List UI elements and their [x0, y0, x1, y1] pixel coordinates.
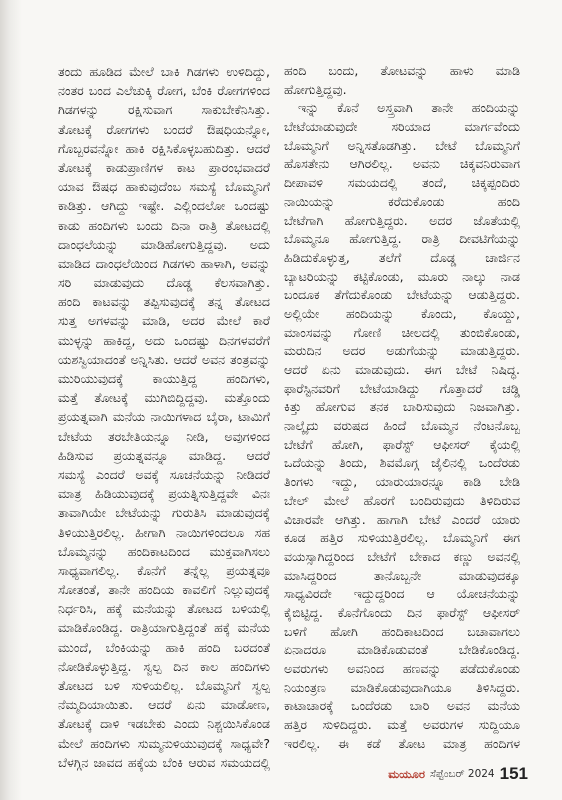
text-line: ಮುಂದೆ, ಬೆಂಕಿಯನ್ನು ಹಾಕಿ ಹಂದಿ ಬರದಂತೆ — [58, 639, 270, 655]
text-line: ಹತ್ತಿರ ಸುಳಿದಿದ್ದರು. ಮತ್ತೆ ಅವರುಗಳ ಸುದ್ದಿಯೂ — [284, 717, 520, 733]
text-line: ಸೋತಂತೆ, ತಾನೇ ಹಂದಿಯ ಕಾವಲಿಗೆ ನಿಲ್ಲುವುದಕ್ಕೆ — [58, 582, 270, 598]
text-line: ಮಾಂಸವನ್ನು ಗೋಣಿ ಚೀಲದಲ್ಲಿ ತುಂಬಿಕೊಂಡು, — [284, 324, 520, 340]
text-line: ಹಿಡಿದುಕೊಳ್ಳುತ್ತ, ತಲೆಗೆ ದೊಡ್ಡ ಚಾರ್ಜಿನ — [284, 249, 520, 265]
text-line: ನಿರ್ಧರಿಸಿ, ಹಕ್ಕೆ ಮನೆಯನ್ನು ತೋಟದ ಬಳಿಯಲ್ಲಿ — [58, 601, 270, 617]
text-line: ಬಂದೂಕ ತೆಗೆದುಕೊಂಡು ಬೇಟೆಯನ್ನು ಆಡುತ್ತಿದ್ದರು. — [284, 287, 520, 303]
text-line: ನೋಡಿಕೊಳ್ಳುತ್ತಿದ್ದ. ಸ್ವಲ್ಪ ದಿನ ಕಾಲ ಹಂದಿಗಳು — [58, 658, 270, 674]
text-line: ಸರಿ ಮಾಡುವುದು ದೊಡ್ಡ ಕೆಲಸವಾಗಿತ್ತು. — [58, 275, 270, 291]
left-text-column — [58, 62, 270, 772]
text-line: ಬೇಟೆಗೆ ಹೋಗಿ, ಫಾರೆಸ್ಟ್ ಆಫೀಸರ್ ಕೈಯಲ್ಲಿ — [284, 436, 520, 452]
text-line: ತಾವಾಗಿಯೇ ಬೇಟೆಯನ್ನು ಗುರುತಿಸಿ ಮಾಡುವುದಕ್ಕೆ — [58, 505, 270, 521]
text-line: ಬೇಟೆಯ ತರಬೇತಿಯನ್ನೂ ನೀಡಿ, ಅವುಗಳಿಂದ — [58, 428, 270, 444]
text-line: ಯಶಸ್ವಿಯಾದಂತೆ ಅನ್ನಿಸಿತು. ಆದರೆ ಅವನ ತಂತ್ರವನ್ನು — [58, 351, 270, 367]
text-line: ಮೇಲೆ ಹಂದಿಗಳು ಸುಮ್ಮನುಳಿಯುವುದಕ್ಕೆ ಸಾಧ್ಯವೇ? — [58, 735, 270, 751]
text-line: ತೋಟಕ್ಕೆ ರೋಗಗಳು ಬಂದರೆ ಔಷಧಿಯನ್ನೋ, — [58, 121, 270, 137]
text-line: ತೋಟಕ್ಕೆ ಕಾಡುಪ್ರಾಣಿಗಳ ಕಾಟ ಪ್ರಾರಂಭವಾದರೆ — [58, 159, 270, 175]
text-line: ಸಮಸ್ಯೆ ಎಂದರೆ ಅವಕ್ಕೆ ಸೂಚನೆಯನ್ನು ನೀಡಿದರೆ — [58, 466, 270, 482]
text-line: ಮುಳ್ಳನ್ನು ಹಾಕಿದ್ದ, ಅದು ಒಂದಷ್ಟು ದಿನಗಳವರೆಗೆ — [58, 332, 270, 348]
text-line: ಮಾಡಿದ ದಾಂಧಲೆಯಿಂದ ಗಿಡಗಳು ಹಾಳಾಗಿ, ಅವನ್ನು — [58, 255, 270, 271]
right-text-column — [284, 62, 520, 753]
text-line: ತಂದು ಹೂಡಿದ ಮೇಲೆ ಬಾಕಿ ಗಿಡಗಳು ಉಳಿದಿದ್ದು, — [58, 64, 270, 79]
text-line: ಇನ್ನು ಕೊನೆ ಅಸ್ತ್ರವಾಗಿ ತಾನೇ ಹಂದಿಯನ್ನು — [298, 100, 520, 116]
text-line: ಗೊಬ್ಬರವನ್ನೋ ಹಾಕಿ ರಕ್ಷಿಸಿಕೊಳ್ಳಬಹುದಿತ್ತು. ಆದರೆ — [58, 140, 270, 156]
text-line: ಹೊಸತೇನು ಆಗಿರಲಿಲ್ಲ. ಅವನು ಚಿಕ್ಕವನಿರುವಾಗ — [284, 156, 520, 172]
text-line: ಇರಲಿಲ್ಲ. ಈ ಕಡೆ ತೋಟ ಮಾತ್ರ ಹಂದಿಗಳ — [284, 735, 520, 751]
text-line: ಸಾಧ್ಯವಿರದೇ ಇದ್ದುದ್ದರಿಂದ ಆ ಯೋಚನೆಯನ್ನು — [284, 586, 520, 602]
text-line: ಬ್ಯಾಟರಿಯನ್ನು ಕಟ್ಟಿಕೊಂಡು, ಮೂರು ನಾಲ್ಕು ನಾಡ — [284, 268, 520, 284]
text-line: ಪ್ರಯತ್ನವಾಗಿ ಮನೆಯ ನಾಯಿಗಳಾದ ಬೈರಾ, ಟಾಮಿಗೆ — [58, 409, 270, 425]
text-line: ಅವರುಗಳು ಅವನಿಂದ ಹಣವನ್ನು ಪಡೆದುಕೊಂಡು — [284, 661, 520, 676]
text-line: ತೋಟದ ಬಳಿ ಸುಳಿಯಲಿಲ್ಲ. ಬೊಮ್ಮನಿಗೆ ಸ್ವಲ್ಪ — [58, 678, 270, 693]
text-line: ಕೂಡ ಹತ್ತಿರ ಸುಳಿಯುತ್ತಿರಲಿಲ್ಲ. ಬೊಮ್ಮನಿಗೆ ಈಗ — [284, 530, 520, 546]
issue-date: ಸೆಪ್ಟೆಂಬರ್ 2024 — [429, 767, 495, 780]
text-line: ಮಾಡಿಕೊಂಡಿದ್ದ. ರಾತ್ರಿಯಾಗುತ್ತಿದ್ದಂತೆ ಹಕ್ಕೆ ಮನೆಯ — [58, 620, 270, 636]
text-line: ಕಾಡಿತ್ತು. ಆಗಿದ್ದು ಇಷ್ಟೇ. ಎಲ್ಲಿಂದಲೋ ಒಂದಷ್ಟು — [58, 198, 270, 214]
text-line: ಬಳಿಗೆ ಹೋಗಿ ಹಂದಿಕಾಟದಿಂದ ಬಚಾವಾಗಲು — [284, 623, 520, 639]
text-line: ಒದೆಯನ್ನು ತಿಂದು, ಶಿವಮೊಗ್ಗ ಜೈಲಿನಲ್ಲಿ ಒಂದೆರಡು — [284, 455, 520, 471]
text-line: ಕಿತ್ತು ಹೋಗುವ ತನಕ ಬಾರಿಸುವುದು ನಿಜವಾಗಿತ್ತು. — [284, 399, 520, 415]
text-line: ಸುತ್ತ ಅಗಳವನ್ನು ಮಾಡಿ, ಅದರ ಮೇಲೆ ಕಾರೆ — [58, 313, 270, 329]
text-line: ವಯಸ್ಸಾಗಿದ್ದರಿಂದ ಬೇಟೆಗೆ ಬೇಕಾದ ಕಣ್ಣು ಅವನಲ್ಲಿ — [284, 548, 520, 564]
text-line: ಬೊಮ್ಮನಿಗೆ ಅನ್ನಿಸತೊಡಗಿತ್ತು. ಬೇಟೆ ಬೊಮ್ಮನಿಗೆ — [284, 137, 520, 153]
text-line: ಹಂದಿ ಬಂದು, ತೋಟವನ್ನು ಹಾಳು ಮಾಡಿ — [284, 63, 520, 78]
text-line: ಬೇಟೆಯಾಡುವುದೇ ಸರಿಯಾದ ಮಾರ್ಗವೆಂದು — [284, 119, 520, 135]
text-line: ವಿಚಾರವೇ ಆಗಿತ್ತು. ಹಾಗಾಗಿ ಬೇಟೆ ಎಂದರೆ ಯಾರು — [284, 511, 520, 527]
text-line: ಹೋಗುತ್ತಿದ್ದವು. — [284, 81, 347, 97]
text-line: ತಿಳಿಯುತ್ತಿರಲಿಲ್ಲ. ಹೀಗಾಗಿ ನಾಯಿಗಳಿಂದಲೂ ಸಹ — [58, 524, 270, 540]
text-line: ಹಿಡಿಸುವ ಪ್ರಯತ್ನವನ್ನೂ ಮಾಡಿದ್ದ. ಆದರೆ — [58, 447, 270, 463]
text-line: ನಾಲ್ಕೈದು ವರುಷದ ಹಿಂದೆ ಬೊಮ್ಮನ ನೆಂಟನೊಬ್ಬ — [284, 418, 520, 434]
text-line: ಬೆಳಗ್ಗಿನ ಜಾವದ ಹಕ್ಕೆಯ ಬೆಂಕಿ ಆರುವ ಸಮಯದಲ್ಲಿ — [58, 754, 270, 770]
text-line: ಕೈಬಿಟ್ಟಿದ್ದ. ಕೊನೆಗೊಂದು ದಿನ ಫಾರೆಸ್ಟ್ ಆಫೀಸರ್ — [284, 604, 520, 620]
text-line: ನಾಯಿಯನ್ನು ಕರೆದುಕೊಂಡು ಹಂದಿ — [284, 193, 520, 209]
text-line: ಮುರಿಯುವುದಕ್ಕೆ ಕಾಯುತ್ತಿದ್ದ ಹಂದಿಗಳು, — [58, 371, 270, 386]
page-binding-shadow — [0, 0, 22, 800]
text-line: ಹಂದಿ ಕಾಟವನ್ನು ತಪ್ಪಿಸುವುದಕ್ಕೆ ತನ್ನ ತೋಟದ — [58, 294, 270, 310]
text-line: ತೋಟಕ್ಕೆ ದಾಳಿ ಇಡಬೇಕು ಎಂದು ನಿಶ್ಚಯಿಸಿಕೊಂಡ — [58, 716, 270, 732]
page-footer — [388, 764, 528, 784]
text-line: ಮತ್ತೆ ತೋಟಕ್ಕೆ ಮುಗಿಬಿದ್ದಿದ್ದವು. ಮತ್ತೊಂದು — [58, 390, 270, 406]
text-line: ಅಲ್ಲಿಯೇ ಹಂದಿಯನ್ನು ಕೊಂದು, ಕೊಯ್ದು, — [284, 305, 520, 321]
text-line: ಆದರೆ ಏನು ಮಾಡುವುದು. ಈಗ ಬೇಟೆ ನಿಷಿದ್ಧ. — [284, 362, 520, 377]
text-line: ದೀಪಾವಳಿ ಸಮಯದಲ್ಲಿ ತಂದೆ, ಚಿಕ್ಕಪ್ಪಂದಿರು — [284, 175, 520, 191]
text-line: ಬೇಲ್ ಮೇಲೆ ಹೊರಗೆ ಬಂದಿರುವುದು ತಿಳಿದಿರುವ — [284, 492, 520, 508]
text-line: ಸಾಧ್ಯವಾಗಲಿಲ್ಲ. ಕೊನೆಗೆ ತನ್ನೆಲ್ಲ ಪ್ರಯತ್ನವೂ — [58, 562, 270, 578]
page-number: 151 — [499, 764, 528, 783]
text-line: ನೆಮ್ಮದಿಯಾಯಿತು. ಆದರೆ ಏನು ಮಾಡೋಣ, — [58, 697, 270, 713]
text-line: ಕಾಡು ಹಂದಿಗಳು ಬಂದು ದಿನಾ ರಾತ್ರಿ ತೋಟದಲ್ಲಿ — [58, 217, 270, 233]
text-line: ನಂತರ ಬಂದ ಎಲೆಚುಕ್ಕಿ ರೋಗ, ಬೆಂಕಿ ರೋಗಗಳಿಂದ — [58, 83, 270, 99]
magazine-logo: ಮಯೂರ — [388, 766, 425, 781]
text-line: ಮರುದಿನ ಅದರ ಅಡುಗೆಯನ್ನು ಮಾಡುತ್ತಿದ್ದರು. — [284, 343, 520, 359]
text-line: ಕಾಟಾಚಾರಕ್ಕೆ ಒಂದೆರಡು ಬಾರಿ ಅವನ ಮನೆಯ — [284, 698, 520, 714]
text-line: ಬೊಮ್ಮನೂ ಹೋಗುತ್ತಿದ್ದ. ರಾತ್ರಿ ದೀವಟಿಗೆಯನ್ನು — [284, 231, 520, 247]
text-line: ಫಾರೆಸ್ಟಿನವರಿಗೆ ಬೇಟೆಯಾಡಿದ್ದು ಗೊತ್ತಾದರೆ ಚಡ್ಡಿ — [284, 380, 520, 396]
text-line: ತಿಂಗಳು ಇದ್ದು, ಯಾರುಯಾರನ್ನೂ ಕಾಡಿ ಬೇಡಿ — [284, 474, 520, 490]
text-line: ನಿಯಂತ್ರಣ ಮಾಡಿಕೊಡುವುದಾಗಿಯೂ ತಿಳಿಸಿದ್ದರು. — [284, 679, 520, 695]
text-line: ಗಿಡಗಳನ್ನು ರಕ್ಷಿಸುವಾಗ ಸಾಕುಬೇಕೆನಿಸಿತ್ತು. — [58, 102, 270, 118]
text-line: ದಾಂಧಲೆಯನ್ನು ಮಾಡಿಹೋಗುತ್ತಿದ್ದವು. ಅದು — [58, 236, 270, 252]
text-line: ಮಾಸಿದ್ದರಿಂದ ತಾನೊಬ್ಬನೇ ಮಾಡುವುದಕ್ಕೂ — [284, 567, 520, 583]
text-line: ಯಾವ ಔಷಧ ಹಾಕುವುದೆಂಬ ಸಮಸ್ಯೆ ಬೊಮ್ಮನಿಗೆ — [58, 179, 270, 195]
text-line: ಮಾತ್ರ ಹಿಡಿಯುವುದಕ್ಕೆ ಪ್ರಯತ್ನಿಸುತ್ತಿದ್ದವೇ ವಿನಃ — [58, 486, 270, 502]
text-line: ಏನಾದರೂ ಮಾಡಿಕೊಡುವಂತೆ ಬೇಡಿಕೊಂಡಿದ್ದ. — [284, 642, 520, 658]
text-line: ಬೇಟೆಗಾಗಿ ಹೋಗುತ್ತಿದ್ದರು. ಅದರ ಜೊತೆಯಲ್ಲಿ — [284, 212, 520, 228]
text-line: ಬೊಮ್ಮನನ್ನು ಹಂದಿಕಾಟದಿಂದ ಮುಕ್ತವಾಗಿಸಲು — [58, 543, 270, 559]
